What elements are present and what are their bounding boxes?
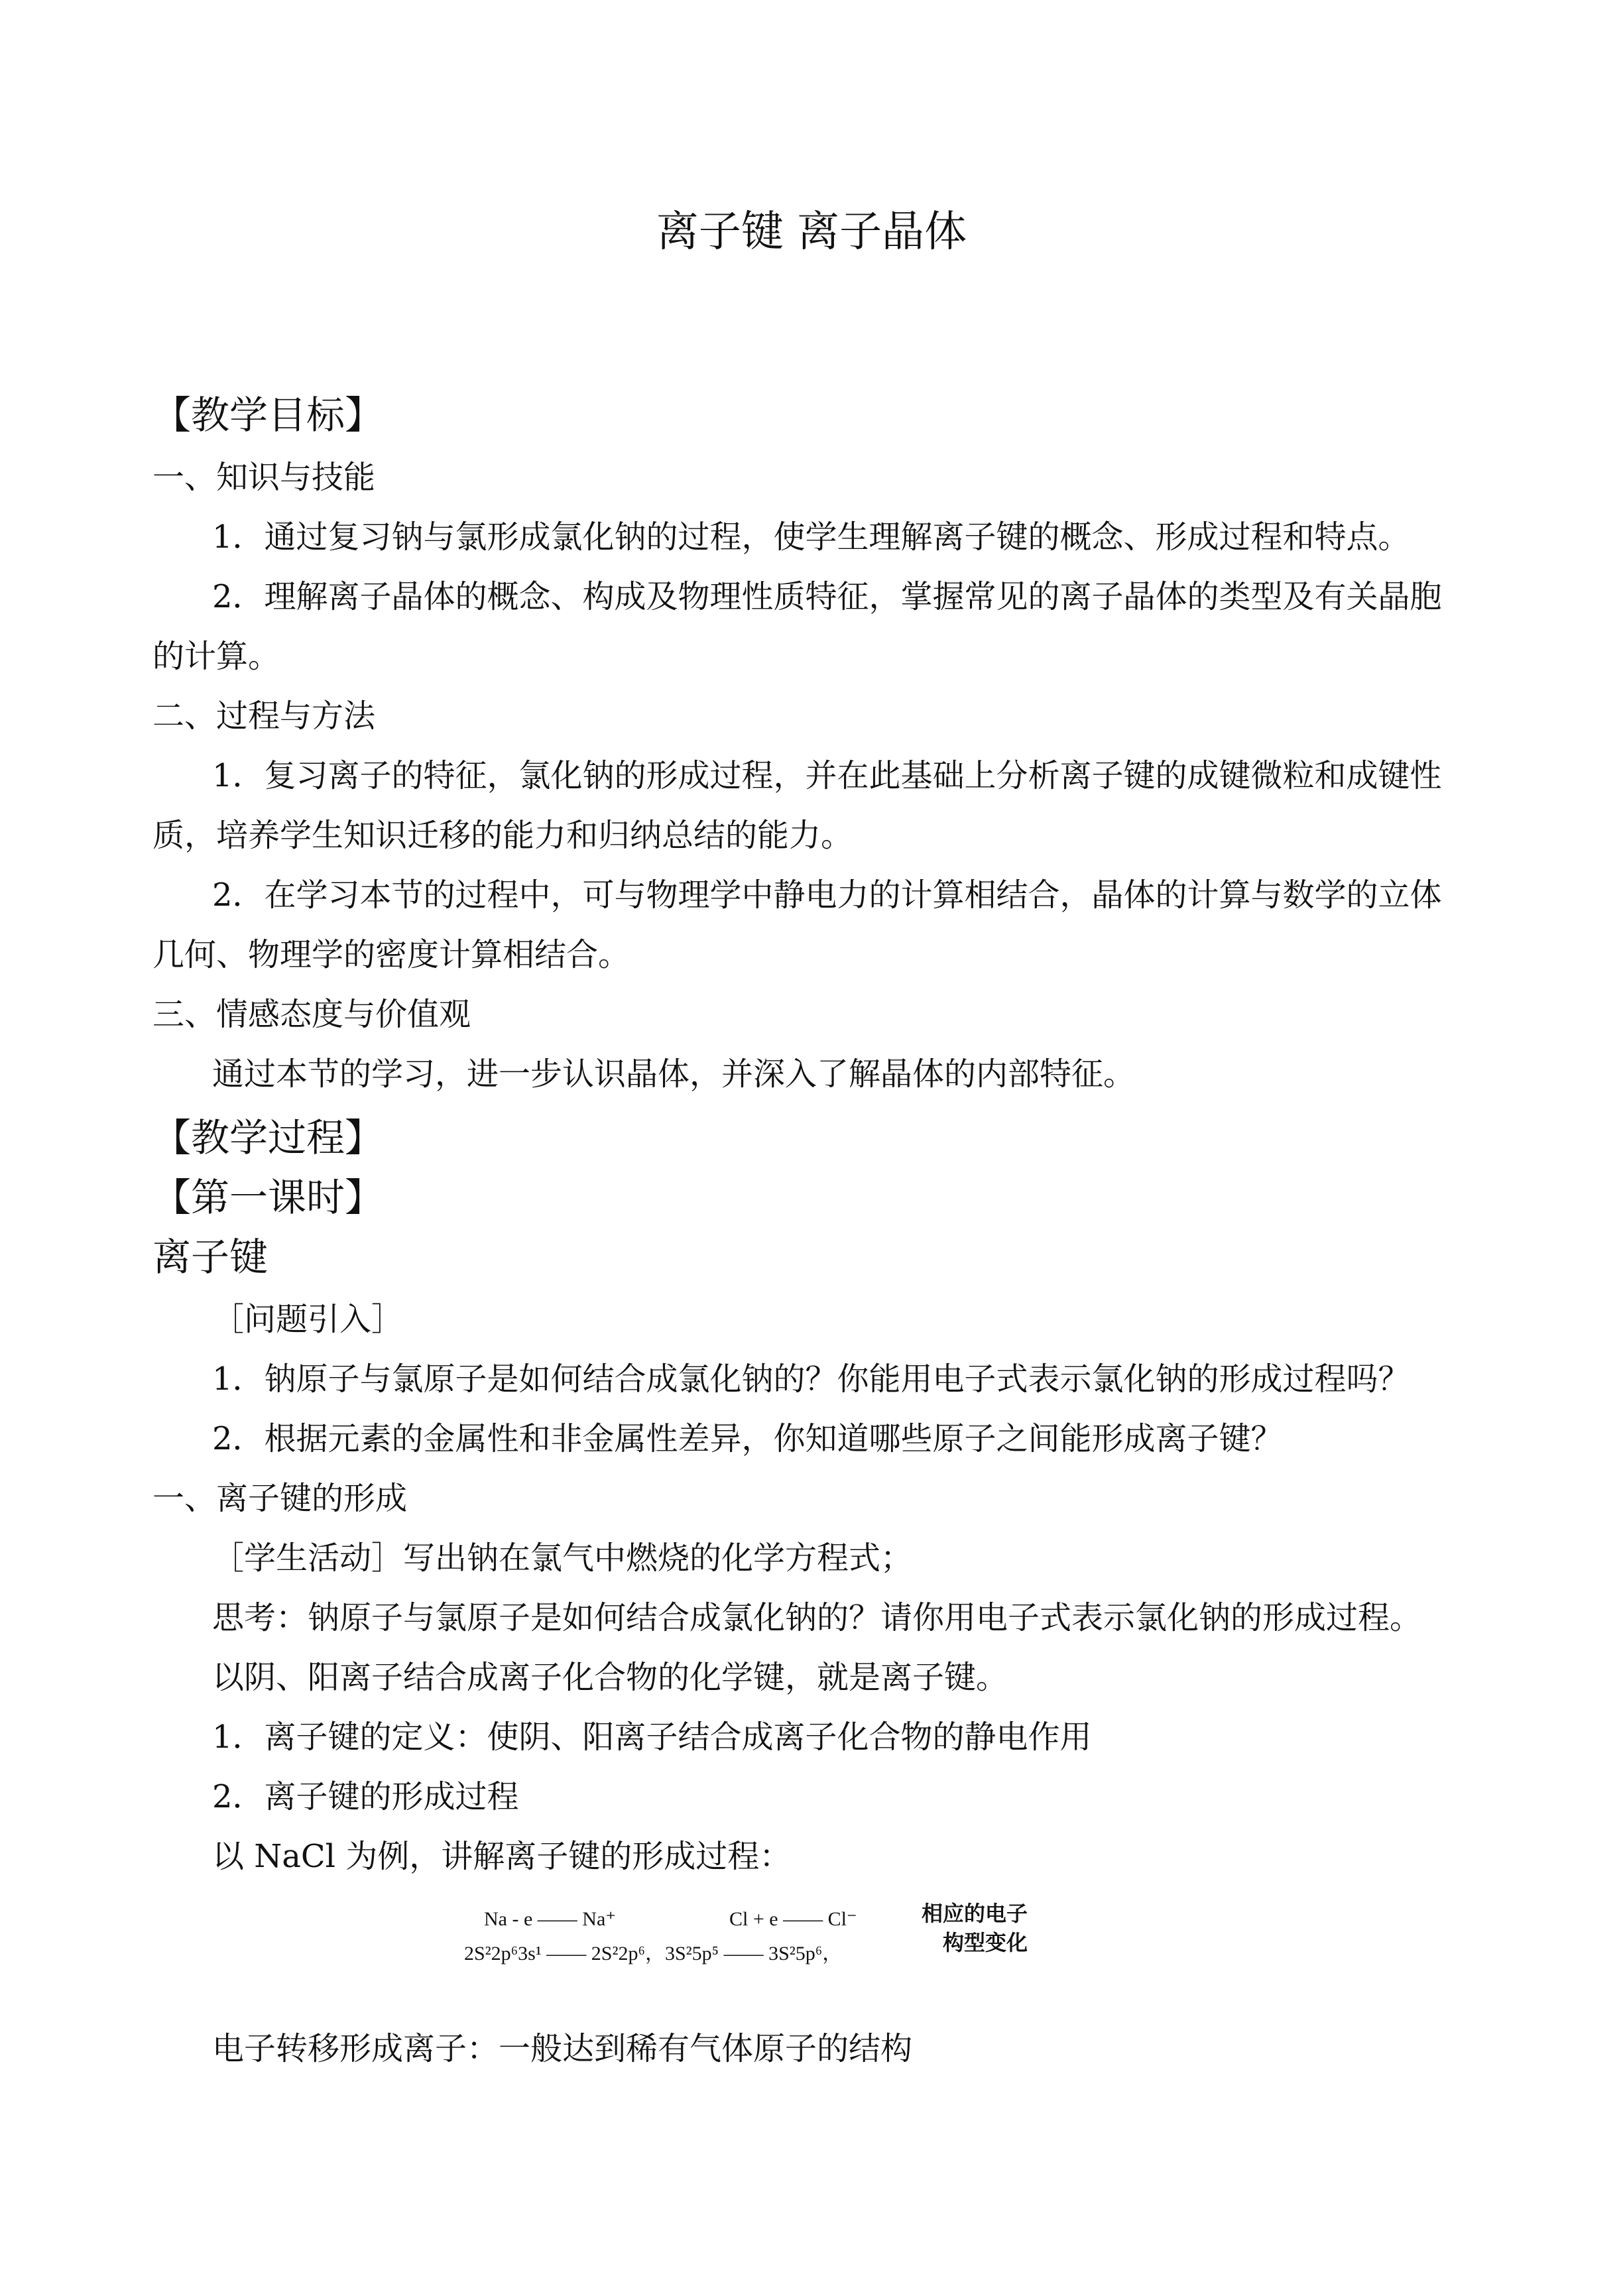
student-activity: ［学生活动］写出钠在氯气中燃烧的化学方程式； — [212, 1540, 913, 1577]
section-3-header: 三、情感态度与价值观 — [152, 996, 471, 1033]
think-prompt: 思考：钠原子与氯原子是如何结合成氯化钠的？请你用电子式表示氯化钠的形成过程。 — [212, 1599, 1422, 1636]
objectives-header: 【教学目标】 — [152, 393, 384, 438]
lesson-1-header: 【第一课时】 — [152, 1175, 384, 1220]
section-1-paragraph-1: 1．通过复习钠与氯形成氯化钠的过程，使学生理解离子键的概念、形成过程和特点。 — [212, 518, 1410, 556]
process-header: 【教学过程】 — [152, 1115, 384, 1160]
configuration-note-line-1: 相应的电子 — [922, 1901, 1028, 1926]
conclusion: 电子转移形成离子：一般达到稀有气体原子的结构 — [212, 2030, 913, 2067]
section-3-paragraph-1: 通过本节的学习，进一步认识晶体，并深入了解晶体的内部特征。 — [212, 1056, 1136, 1093]
formation-header: 一、离子键的形成 — [152, 1480, 408, 1517]
electron-configuration-formula — [464, 1900, 1061, 1986]
electron-configuration-change: 2S²2p⁶3s¹ —— 2S²2p⁶，3S²5p⁵ —— 3S²5p⁶， — [464, 1943, 843, 1964]
section-2-paragraph-2-cont: 几何、物理学的密度计算相结合。 — [152, 936, 631, 973]
section-2-header: 二、过程与方法 — [152, 697, 376, 735]
nacl-example: 以 NaCl 为例，讲解离子键的形成过程： — [212, 1838, 792, 1875]
question-2: 2．根据元素的金属性和非金属性差异，你知道哪些原子之间能形成离子键？ — [212, 1420, 1283, 1457]
sodium-ionization: Na - e —— Na⁺ — [484, 1908, 617, 1930]
section-1-paragraph-2: 2．理解离子晶体的概念、构成及物理性质特征，掌握常见的离子晶体的类型及有关晶胞 — [212, 578, 1442, 615]
definition-1: 1．离子键的定义：使阴、阳离子结合成离子化合物的静电作用 — [212, 1719, 1092, 1756]
section-1-paragraph-2-cont: 的计算。 — [152, 638, 280, 675]
topic-heading: 离子键 — [152, 1235, 269, 1280]
section-2-paragraph-1-cont: 质，培养学生知识迁移的能力和归纳总结的能力。 — [152, 817, 853, 854]
document-title: 离子键 离子晶体 — [656, 208, 967, 257]
section-1-header: 一、知识与技能 — [152, 459, 376, 496]
question-intro: ［问题引入］ — [212, 1301, 404, 1338]
question-1: 1．钠原子与氯原子是如何结合成氯化钠的？你能用电子式表示氯化钠的形成过程吗？ — [212, 1360, 1410, 1398]
chlorine-ionization: Cl + e —— Cl⁻ — [729, 1908, 857, 1930]
section-2-paragraph-1: 1．复习离子的特征，氯化钠的形成过程，并在此基础上分析离子键的成键微粒和成键性 — [212, 757, 1442, 794]
configuration-note-line-2: 构型变化 — [943, 1930, 1028, 1955]
definition-2: 2．离子键的形成过程 — [212, 1778, 519, 1815]
definition-intro: 以阴、阳离子结合成离子化合物的化学键，就是离子键。 — [212, 1659, 1008, 1696]
section-2-paragraph-2: 2．在学习本节的过程中，可与物理学中静电力的计算相结合，晶体的计算与数学的立体 — [212, 876, 1442, 914]
